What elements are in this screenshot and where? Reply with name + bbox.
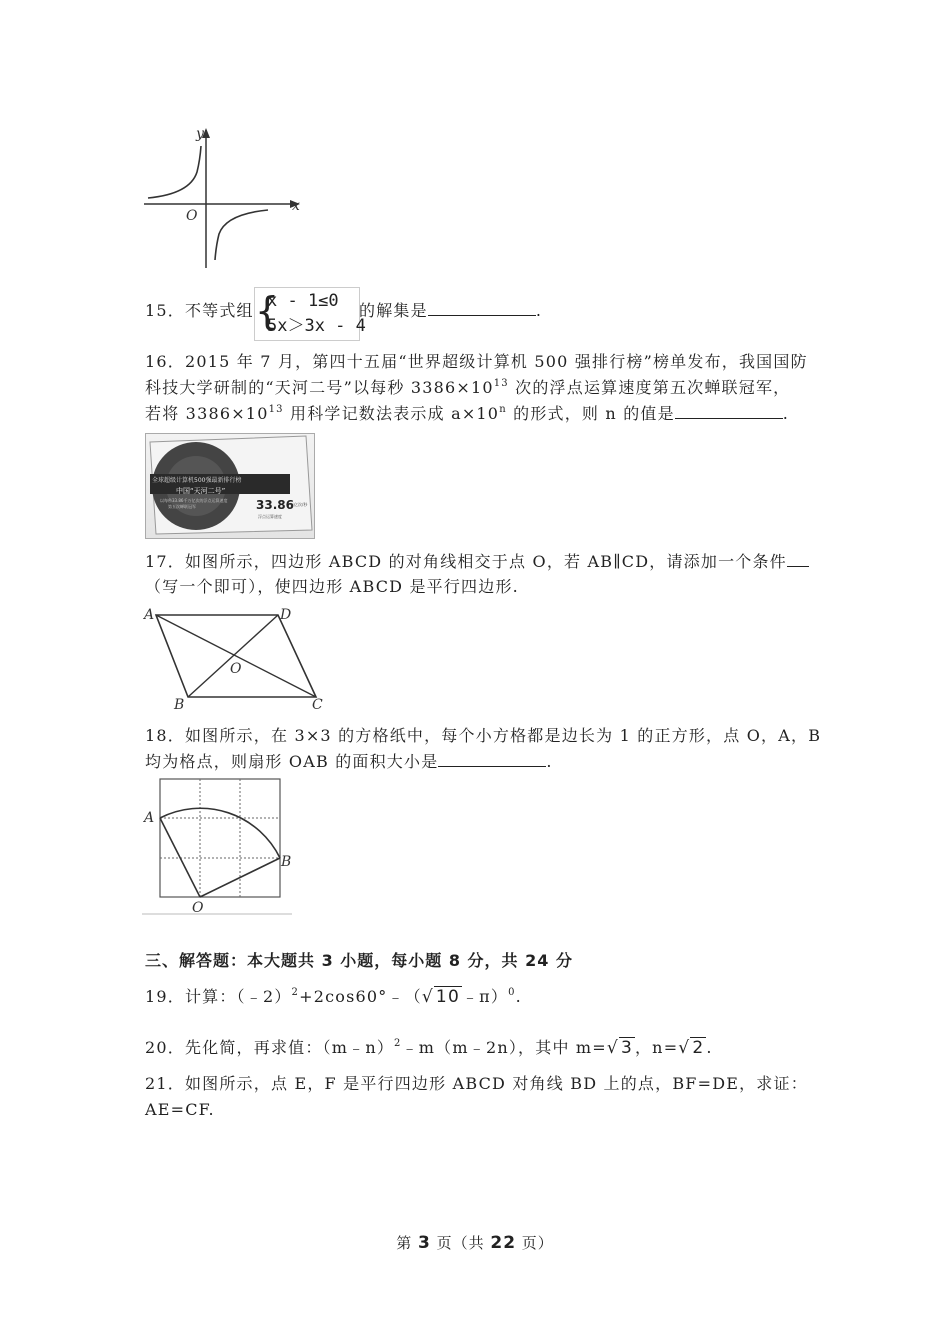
q15-prefix: 15．不等式组 [145,301,254,320]
q20-sqrt-n: √ 2 [678,1038,705,1058]
x-label: x [292,198,300,214]
q20-a: 20．先化简，再求值：（m﹣n） [145,1038,395,1057]
q19-sqrt: √ 10 [421,987,460,1007]
q20-radicand-m: 3 [620,1038,633,1058]
q19-b: +2cos60°﹣（ [299,987,422,1006]
photo-caption-3: 以每秒33.86千万亿次的浮点运算速度 [160,498,228,503]
q16-line-2-exp: 13 [493,378,509,389]
q19-c: ﹣π） [461,987,509,1006]
point-o-label: O [192,900,204,916]
q15-answer-blank[interactable] [428,301,536,316]
q20-d: . [706,1038,713,1057]
q15-period: . [535,301,543,320]
q19-radicand: 10 [435,987,460,1007]
q16-answer-blank[interactable] [675,404,783,419]
q21-line-2: AE=CF. [145,1100,215,1119]
footer-page-number: 3 [417,1233,431,1253]
photo-caption-6: 浮点运算速度 [258,514,282,519]
q21-line-1: 21．如图所示，点 E，F 是平行四边形 ABCD 对角线 BD 上的点，BF=DE，求证： [145,1074,808,1093]
photo-caption-1: 全球超级计算机500强最新排行榜 [152,477,242,484]
q19-line [145,986,522,1008]
q19-exp-2: 0 [508,987,516,998]
q20-c: ，n= [634,1038,679,1057]
q15-inequality-2: 5x＞3x - 4 [267,316,366,336]
grid-border [160,779,280,897]
q16-line-3 [145,403,789,425]
section-3-heading: 三、解答题：本大题共 3 小题，每小题 8 分，共 24 分 [145,951,573,970]
q16-line-3-b: 用科学记数法表示成 a×10 [283,404,500,423]
q20-exp: 2 [394,1038,402,1049]
q17-line-1 [145,551,809,573]
origin-label: O [186,208,198,224]
q20-sqrt-m: √ 3 [606,1038,633,1058]
point-b-label: B [174,697,185,713]
q19-exp-1: 2 [291,987,300,998]
arc-ab [160,808,280,858]
footer-mid: 页（共 [430,1234,491,1252]
footer-pre: 第 [396,1234,418,1252]
q18-line-2-text: 均为格点，则扇形 OAB 的面积大小是 [145,752,439,771]
photo-caption-2: 中国“天河二号” [176,487,226,495]
q18-line-1: 18．如图所示，在 3×3 的方格纸中，每个小方格都是边长为 1 的正方形，点 O，A，B [145,726,822,745]
q20-radicand-n: 2 [692,1038,705,1058]
diagonal-ac [156,615,316,697]
tianhe-photo [145,433,315,539]
grid-sector-figure [140,776,300,916]
point-b-label: B [281,854,292,870]
point-o-label: O [230,661,242,677]
page-footer [0,1232,950,1253]
photo-caption-4: 第五次蝉联冠军 [168,504,196,509]
q16-line-3-exp-n: n [499,404,507,415]
q19-a: 19．计算：（﹣2） [145,987,292,1006]
tianhe-photo-art [146,434,314,538]
photo-big-number: 33.86 [256,498,294,512]
hyperbola-branch-left [148,146,201,198]
q16-line-2-a: 科技大学研制的“天河二号”以每秒 3386×10 [145,378,494,397]
q20-b: ﹣m（m﹣2n），其中 m= [401,1038,607,1057]
q17-line-2: （写一个即可），使四边形 ABCD 是平行四边形. [145,577,519,596]
point-c-label: C [312,697,323,713]
q17-answer-blank[interactable] [787,552,809,567]
hyperbola-branch-right [215,210,268,260]
diagonal-bd [188,615,278,697]
q20-line [145,1037,713,1059]
q15-inequality-system [254,287,366,341]
point-a-label: A [144,607,155,623]
q16-line-3-a: 若将 3386×10 [145,404,269,423]
q19-d: . [515,987,522,1006]
photo-caption-5: 万亿次/秒 [290,502,308,507]
footer-post: 页） [516,1234,554,1252]
y-label: y [196,126,204,142]
q18-period: . [546,752,553,771]
footer-total-pages: 22 [490,1233,517,1253]
q15-brace: { [255,289,280,333]
point-a-label: A [144,810,155,826]
q16-line-3-c: 的形式，则 n 的值是 [506,404,675,423]
q15-suffix-text: 的解集是 [359,301,428,320]
quadrilateral-figure [140,603,330,713]
q17-line-1-text: 17．如图所示，四边形 ABCD 的对角线相交于点 O，若 AB∥CD，请添加一个条件 [145,552,787,571]
q18-line-2 [145,751,553,773]
point-d-label: D [280,607,292,623]
q18-answer-blank[interactable] [438,752,546,767]
q16-line-2 [145,377,790,399]
q16-line-2-b: 次的浮点运算速度第五次蝉联冠军， [508,378,791,397]
q16-period: . [782,404,790,423]
hyperbola-graph [140,124,310,270]
q16-line-3-exp: 13 [268,404,284,415]
q15-inequality-1: x - 1≤0 [267,291,339,311]
q15-suffix [359,300,542,322]
q16-line-1: 16．2015 年 7 月，第四十五届“世界超级计算机 500 强排行榜”榜单发布，我国国防 [145,352,808,371]
